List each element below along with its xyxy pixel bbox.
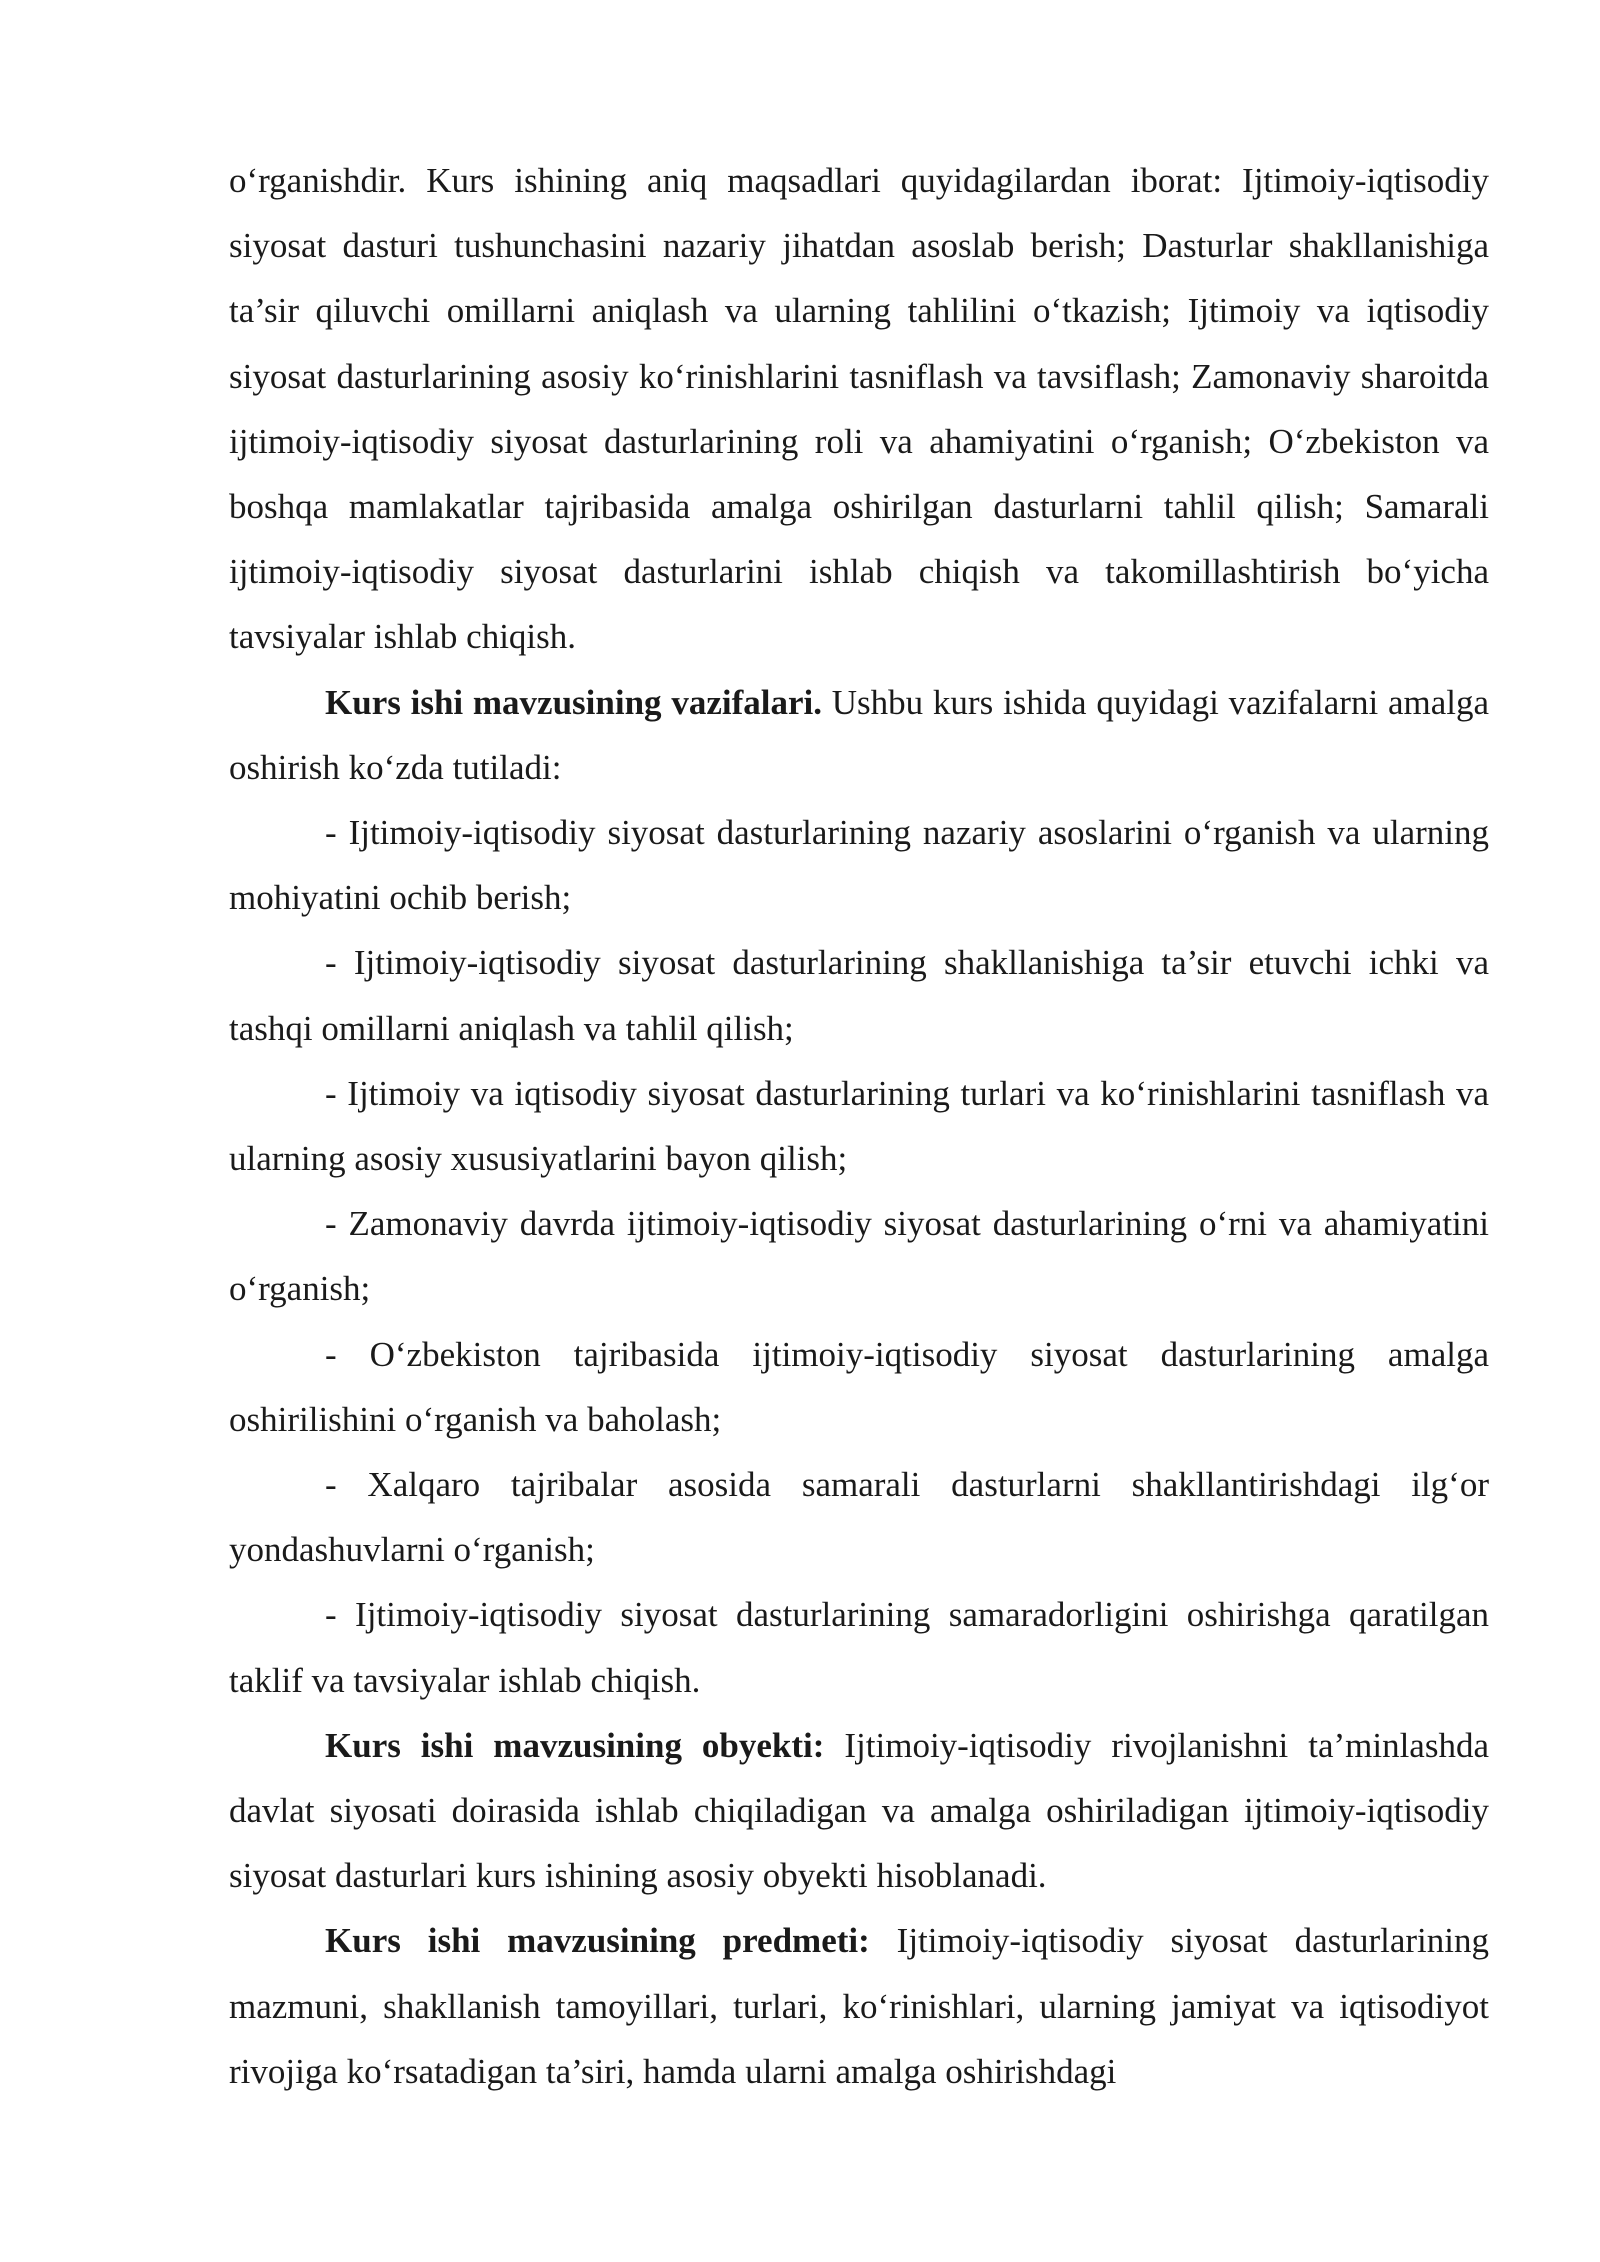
paragraph-text: Ijtimoiy-iqtisodiy rivojlanishni ta’minlashda davlat siyosati doirasida ishlab chiqiladigan va amalga oshiriladigan ijtimoiy-iqtisodiy siyosat dasturlari kurs ishining asosiy obyekti hisoblanadi.	[229, 1725, 1489, 1896]
section-heading-subject: Kurs ishi mavzusining predmeti:	[325, 1921, 870, 1961]
list-item-task-4	[229, 1191, 1489, 1321]
paragraph-text: - Zamonaviy davrda ijtimoiy-iqtisodiy siyosat dasturlarining oʻrni va ahamiyatini oʻrganish;	[229, 1204, 1489, 1309]
paragraph-text: - Xalqaro tajribalar asosida samarali dasturlarni shakllantirishdagi ilgʻor yondashuvlarni oʻrganish;	[229, 1465, 1489, 1570]
paragraph-object	[229, 1713, 1489, 1909]
paragraph-text: - Ijtimoiy-iqtisodiy siyosat dasturlarining shakllanishiga ta’sir etuvchi ichki va tashqi omillarni aniqlash va tahlil qilish;	[229, 943, 1489, 1048]
paragraph-text: - Ijtimoiy-iqtisodiy siyosat dasturlarining nazariy asoslarini oʻrganish va ularning mohiyatini ochib berish;	[229, 813, 1489, 918]
paragraph-aims	[229, 148, 1489, 670]
document-page	[229, 148, 1489, 2104]
paragraph-subject	[229, 1908, 1489, 2104]
list-item-task-7	[229, 1582, 1489, 1712]
paragraph-text: - Ijtimoiy va iqtisodiy siyosat dasturlarining turlari va koʻrinishlarini tasniflash va ularning asosiy xususiyatlarini bayon qilish;	[229, 1073, 1489, 1179]
paragraph-text: - Oʻzbekiston tajribasida ijtimoiy-iqtisodiy siyosat dasturlarining amalga oshirilishini oʻrganish va baholash;	[229, 1334, 1489, 1439]
paragraph-tasks-intro	[229, 670, 1489, 800]
list-item-task-2	[229, 930, 1489, 1060]
list-item-task-5	[229, 1322, 1489, 1452]
section-heading-tasks: Kurs ishi mavzusining vazifalari.	[325, 682, 822, 722]
list-item-task-6	[229, 1452, 1489, 1582]
paragraph-text: - Ijtimoiy-iqtisodiy siyosat dasturlarining samaradorligini oshirishga qaratilgan taklif va tavsiyalar ishlab chiqish.	[229, 1595, 1489, 1700]
paragraph-text: Ushbu kurs ishida quyidagi vazifalarni amalga oshirish koʻzda tutiladi:	[229, 682, 1490, 787]
section-heading-object: Kurs ishi mavzusining obyekti:	[325, 1725, 825, 1765]
list-item-task-1	[229, 800, 1489, 930]
paragraph-text: Ijtimoiy-iqtisodiy siyosat dasturlarining mazmuni, shakllanish tamoyillari, turlari, koʻrinishlari, ularning jamiyat va iqtisodiyot rivojiga koʻrsatadigan ta’siri, hamda ularni amalga oshirishdagi	[229, 1921, 1489, 2091]
paragraph-text: oʻrganishdir. Kurs ishining aniq maqsadlari quyidagilardan iborat: Ijtimoiy-iqtisodiy siyosat dasturi tushunchasini nazariy jihatdan asoslab berish; Dasturlar shakllanishiga ta’sir qiluvchi omillarni aniqlash va ularning tahlilini oʻtkazish; Ijtimoiy va iqtisodiy siyosat dasturlarining asosiy koʻrinishlarini tasniflash va tavsiflash; Zamonaviy sharoitda ijtimoiy-iqtisodiy siyosat dasturlarining roli va ahamiyatini oʻrganish; Oʻzbekiston va boshqa mamlakatlar tajribasida amalga oshirilgan dasturlarni tahlil qilish; Samarali ijtimoiy-iqtisodiy siyosat dasturlarini ishlab chiqish va takomillashtirish boʻyicha tavsiyalar ishlab chiqish.	[229, 161, 1489, 657]
list-item-task-3	[229, 1061, 1489, 1191]
